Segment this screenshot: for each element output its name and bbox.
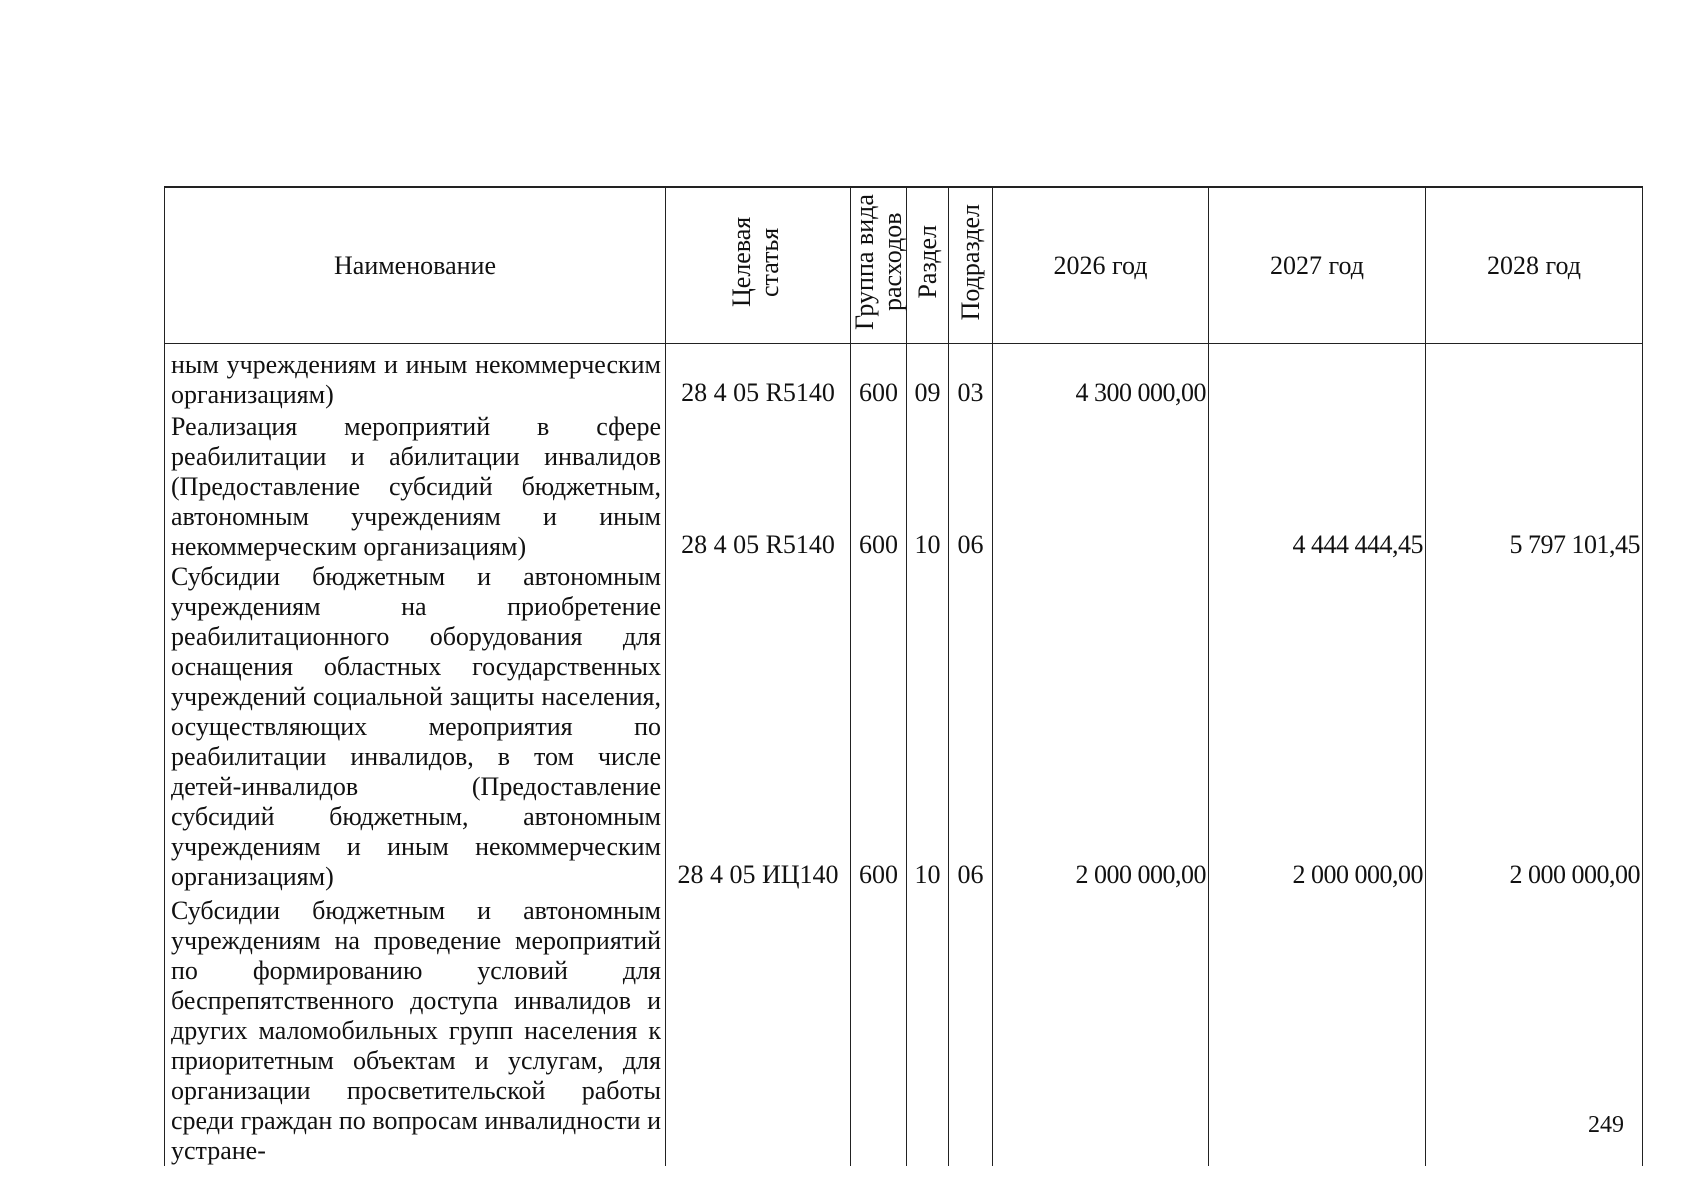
row-section: 10 xyxy=(907,410,949,562)
budget-table xyxy=(164,186,1643,1166)
row-2026-value: 2 000 000,00 xyxy=(993,562,1209,892)
row-target-article: 28 4 05 R5140 xyxy=(666,410,851,562)
row-2028-value: 5 797 101,45 xyxy=(1426,410,1643,562)
row-2028-value: 2 000 000,00 xyxy=(1426,562,1643,892)
header-name: Наименование xyxy=(165,187,666,344)
row-section xyxy=(907,892,949,1166)
row-name: Субсидии бюджетным и автономным учреждениям на проведение мероприятий по формированию условий для беспрепятственного доступа инвалидов и других маломобильных групп населения к приоритетным объектам и услугам, для организации просветительской работы среди граждан по вопросам инвалидности и устране- xyxy=(165,892,666,1166)
row-section: 10 xyxy=(907,562,949,892)
row-target-article xyxy=(666,892,851,1166)
row-expense-group: 600 xyxy=(851,562,907,892)
row-subsection xyxy=(949,892,993,1166)
table-row xyxy=(165,892,1643,1166)
row-subsection: 06 xyxy=(949,410,993,562)
header-subsection: Подраздел xyxy=(949,187,993,344)
row-2026-value xyxy=(993,892,1209,1166)
row-2026-value xyxy=(993,410,1209,562)
row-2027-value xyxy=(1209,344,1426,411)
row-target-article: 28 4 05 ИЦ140 xyxy=(666,562,851,892)
row-2028-value xyxy=(1426,344,1643,411)
row-name: Субсидии бюджетным и автономным учреждениям на приобретение реабилитационного оборудования для оснащения областных государственных учреждений социальной защиты населения, осуществляющих мероприятия по реабилитации инвалидов, в том числе детей-инвалидов (Предоставление субсидий бюджетным, автономным учреждениям и иным некоммерческим организациям) xyxy=(165,562,666,892)
row-expense-group: 600 xyxy=(851,410,907,562)
row-2026-value: 4 300 000,00 xyxy=(993,344,1209,411)
page-number: 249 xyxy=(1588,1112,1624,1138)
table-row xyxy=(165,562,1643,892)
table-row xyxy=(165,410,1643,562)
row-2027-value: 4 444 444,45 xyxy=(1209,410,1426,562)
header-2027: 2027 год xyxy=(1209,187,1426,344)
header-target-article: Целевая статья xyxy=(666,187,851,344)
row-name: ным учреждениям и иным некоммерческим организациям) xyxy=(165,344,666,411)
header-2028: 2028 год xyxy=(1426,187,1643,344)
row-target-article: 28 4 05 R5140 xyxy=(666,344,851,411)
table-header-row xyxy=(165,187,1643,344)
header-2026: 2026 год xyxy=(993,187,1209,344)
header-section: Раздел xyxy=(907,187,949,344)
row-section: 09 xyxy=(907,344,949,411)
row-2027-value xyxy=(1209,892,1426,1166)
row-name: Реализация мероприятий в сфере реабилитации и абилитации инвалидов (Предоставление субсидий бюджетным, автономным учреждениям и иным некоммерческим организациям) xyxy=(165,410,666,562)
row-subsection: 06 xyxy=(949,562,993,892)
row-expense-group: 600 xyxy=(851,344,907,411)
row-expense-group xyxy=(851,892,907,1166)
table-row xyxy=(165,344,1643,411)
header-expense-group: Группа вида расходов xyxy=(851,187,907,344)
row-2027-value: 2 000 000,00 xyxy=(1209,562,1426,892)
row-subsection: 03 xyxy=(949,344,993,411)
